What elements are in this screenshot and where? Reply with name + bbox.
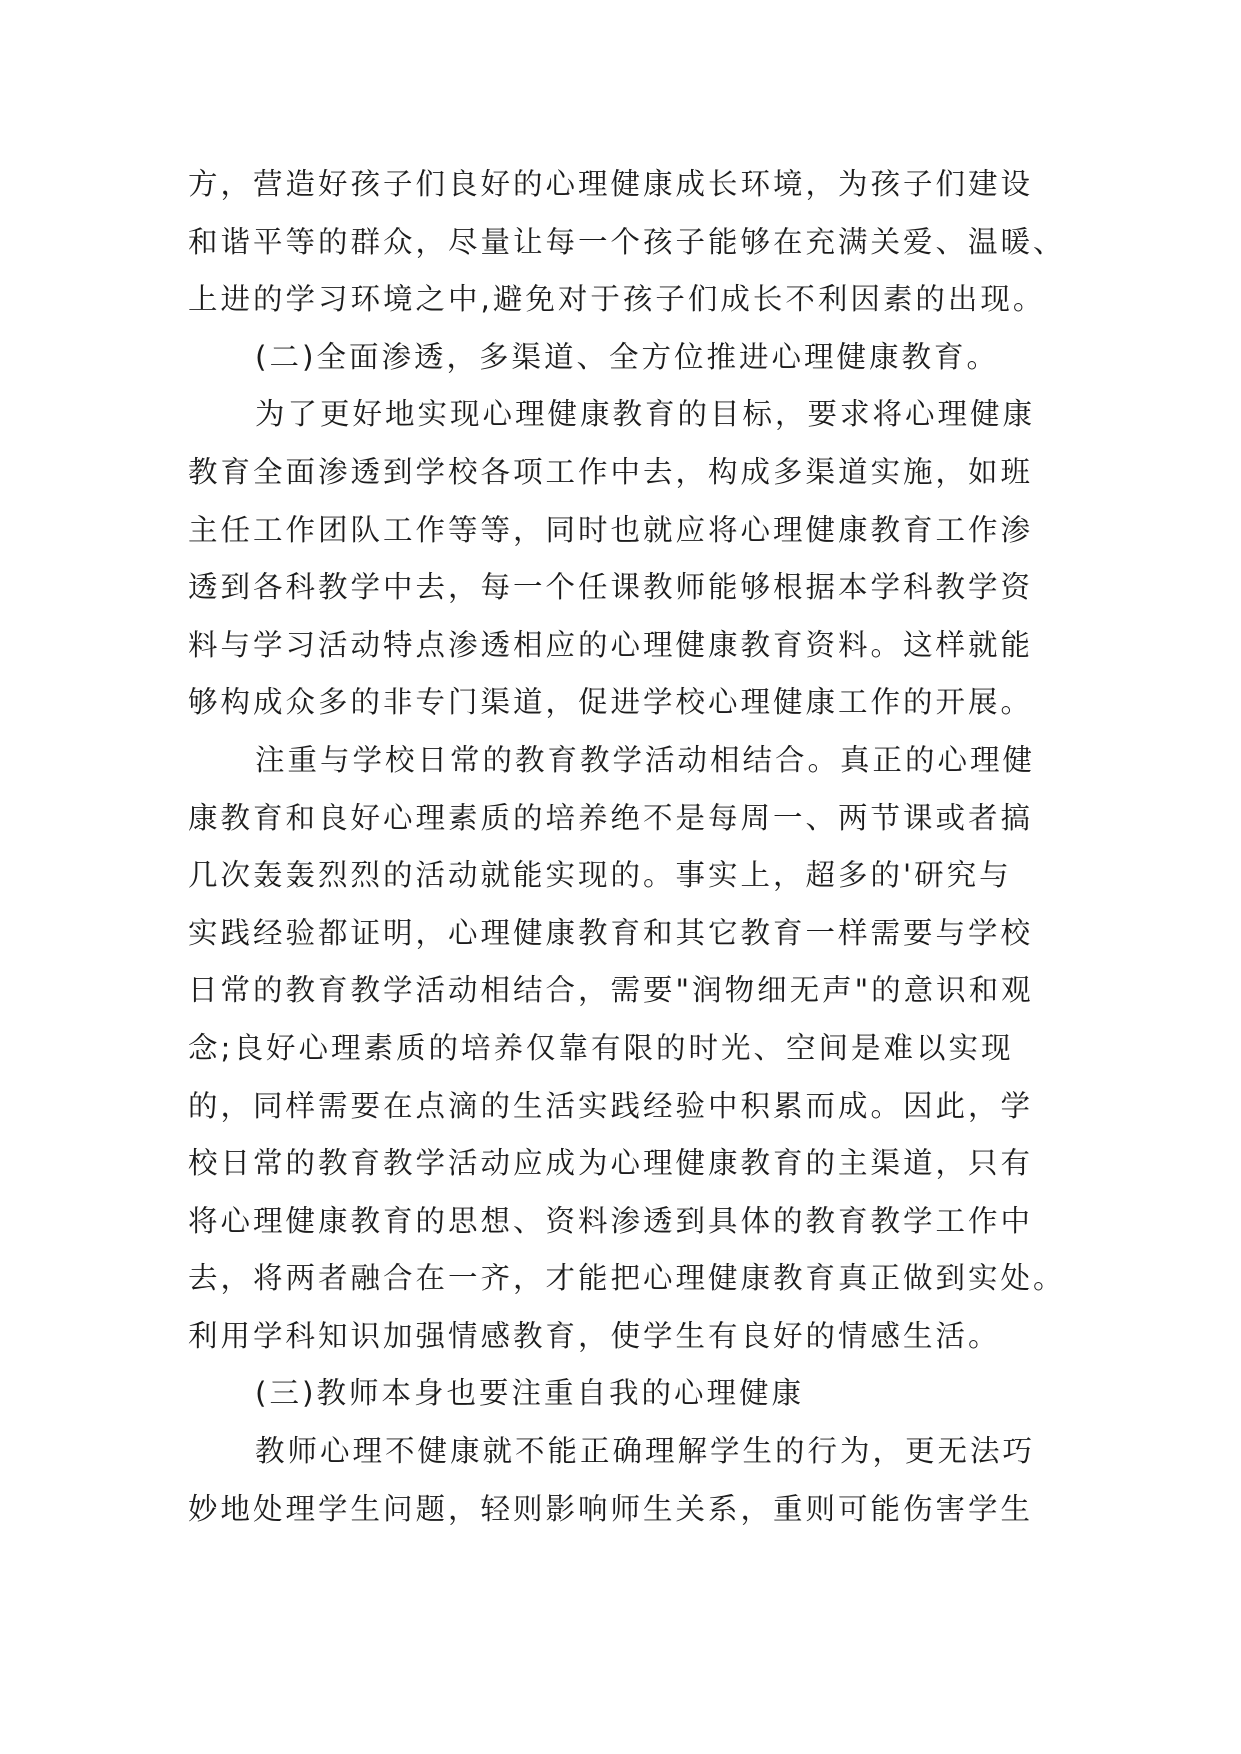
paragraph-start-line: 为了更好地实现心理健康教育的目标，要求将心理健康: [255, 397, 1036, 432]
text-line: 够构成众多的非专门渠道，促进学校心理健康工作的开展。: [188, 685, 1034, 720]
text-line: 的，同样需要在点滴的生活实践经验中积累而成。因此，学: [188, 1088, 1034, 1123]
text-line: 上进的学习环境之中,避免对于孩子们成长不利因素的出现。: [188, 282, 1046, 317]
body-text: [188, 156, 1068, 1538]
text-line: 方，营造好孩子们良好的心理健康成长环境，为孩子们建设: [188, 167, 1034, 201]
text-line: 实践经验都证明，心理健康教育和其它教育一样需要与学校: [188, 915, 1034, 950]
section-heading: (三)教师本身也要注重自我的心理健康: [255, 1376, 805, 1411]
text-line: 念;良好心理素质的培养仅靠有限的时光、空间是难以实现: [188, 1030, 1014, 1065]
paragraph-start-line: 教师心理不健康就不能正确理解学生的行为，更无法巧: [255, 1434, 1036, 1469]
text-line: 妙地处理学生问题，轻则影响师生关系，重则可能伤害学生: [188, 1491, 1034, 1526]
text-line: 料与学习活动特点渗透相应的心理健康教育资料。这样就能: [188, 627, 1034, 662]
text-line: 康教育和良好心理素质的培养绝不是每周一、两节课或者搞: [188, 800, 1034, 835]
text-line: 和谐平等的群众，尽量让每一个孩子能够在充满关爱、温暖、: [188, 224, 1066, 259]
text-line: 日常的教育教学活动相结合，需要"润物细无声"的意识和观: [188, 973, 1034, 1008]
text-line: 利用学科知识加强情感教育，使学生有良好的情感生活。: [188, 1318, 1001, 1353]
text-line: 透到各科教学中去，每一个任课教师能够根据本学科教学资: [188, 570, 1034, 605]
paragraph-start-line: 注重与学校日常的教育教学活动相结合。真正的心理健: [255, 742, 1036, 777]
text-line: 将心理健康教育的思想、资料渗透到具体的教育教学工作中: [188, 1203, 1034, 1238]
text-line: 几次轰轰烈烈的活动就能实现的。事实上，超多的'研究与: [188, 858, 1012, 893]
text-line: 校日常的教育教学活动应成为心理健康教育的主渠道，只有: [188, 1146, 1034, 1181]
text-line: 主任工作团队工作等等，同时也就应将心理健康教育工作渗: [188, 512, 1034, 547]
text-line: 教育全面渗透到学校各项工作中去，构成多渠道实施，如班: [188, 454, 1034, 489]
section-heading: (二)全面渗透，多渠道、全方位推进心理健康教育。: [255, 339, 1000, 374]
text-line: 去，将两者融合在一齐，才能把心理健康教育真正做到实处。: [188, 1261, 1066, 1296]
